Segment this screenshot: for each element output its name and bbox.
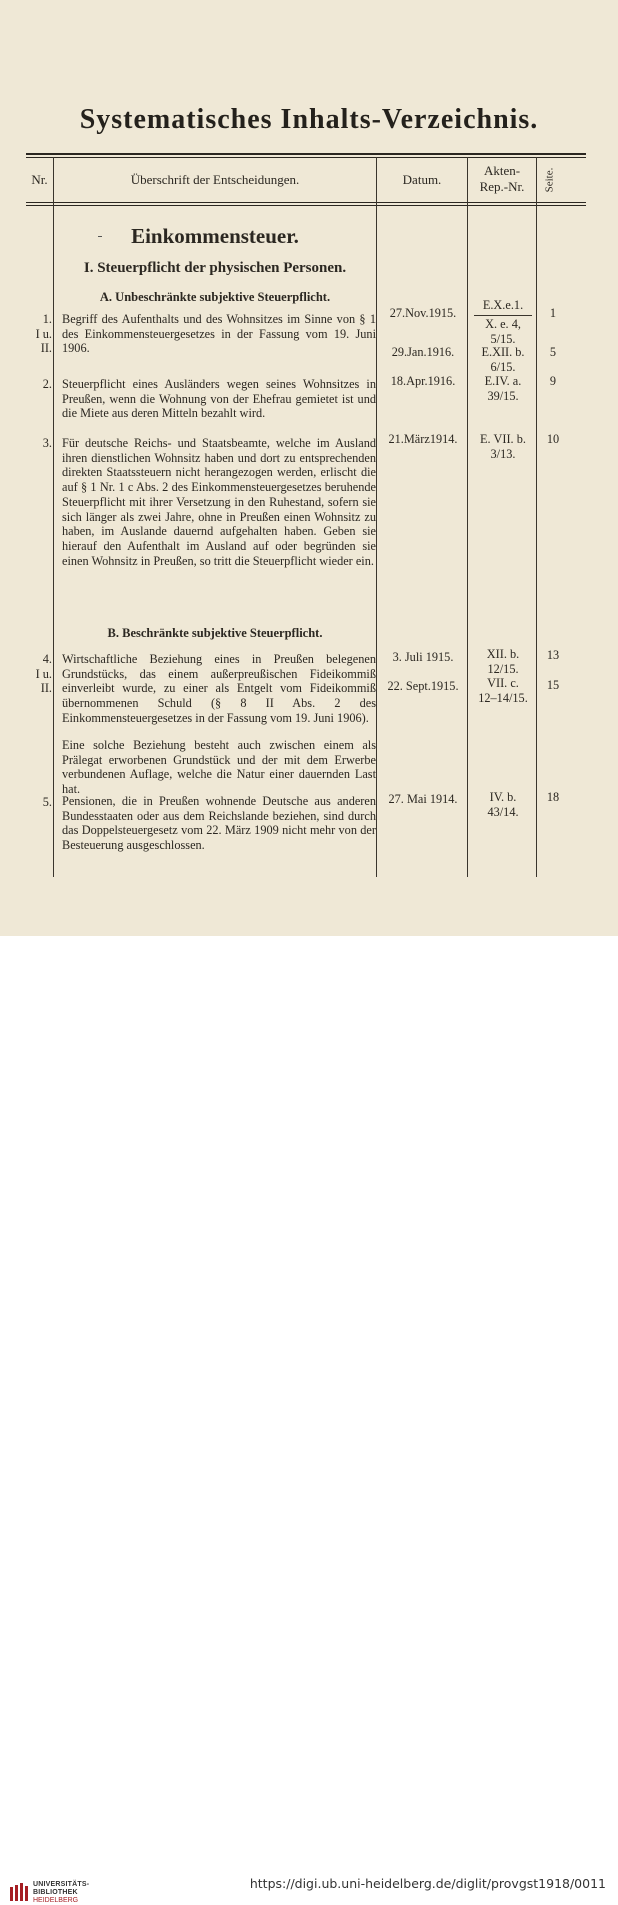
entry-4-rep-1: XII. b. 12/15. (486, 647, 520, 676)
section-title: Einkommensteuer. (131, 224, 299, 248)
entry-4-nr: 4. I u. II. (35, 652, 52, 696)
entry-1-seite-2: 5 (549, 345, 557, 359)
header-datum: Datum. (402, 172, 442, 187)
entry-5-text: Pensionen, die in Preußen wohnende Deutsche aus anderen Bundesstaaten oder aus dem Reichslande beziehen, sind durch das Doppelsteuergesetz vom 22. März 1909 nicht mehr von der Besteuerung ausgeschlossen. (62, 794, 376, 853)
table-top-rule (26, 153, 586, 155)
entry-5-rep: IV. b. 43/14. (487, 790, 519, 819)
entry-4-text-2: Eine solche Beziehung besteht auch zwischen einem als Prälegat erworbenen Grundstück und der mit dem Erwerbe verbundenen Auflage, welche die Natur einer dauernden Last hat. (62, 738, 376, 797)
header-rule-thin (26, 205, 586, 206)
entry-1-date-1: 27.Nov.1915. (389, 306, 457, 320)
entry-3-rep: E. VII. b. 3/13. (480, 432, 526, 461)
entry-3-nr: 3. (42, 436, 52, 450)
entry-2-date: 18.Apr.1916. (390, 374, 456, 388)
entry-2-text: Steuerpflicht eines Ausländers wegen seines Wohnsitzes in Preußen, wenn die Wohnung von der Ehefrau gemietet ist und die Miete aus deren Mitteln bezahlt wird. (62, 377, 376, 421)
header-rule (26, 202, 586, 203)
entry-2-nr: 2. (42, 377, 52, 391)
page-title: Systematisches Inhalts-Verzeichnis. (79, 104, 539, 135)
entry-5-seite: 18 (546, 790, 560, 804)
entry-1-rep-1a: E.X.e.1. (482, 298, 524, 312)
entry-1-rep-2: E.XII. b. 6/15. (481, 345, 525, 374)
permalink-url[interactable]: https://digi.ub.uni-heidelberg.de/diglit/provgst1918/0011 (249, 1876, 606, 1891)
subsection-title: I. Steuerpflicht der physischen Personen. (83, 260, 347, 276)
subsection-a-title: A. Unbeschränkte subjektive Steuerpflicht. (99, 290, 331, 304)
document-page (0, 0, 618, 936)
entry-4-text: Wirtschaftliche Beziehung eines in Preußen belegenen Grundstücks, das einem außerpreußischen Fideikommiß einverleibt wurde, zu einer als Entgelt vom Fideikommiß übernommenen Schuld (§ 8 II Abs. 2 des Einkommensteuergesetzes in der Fassung vom 19. Juni 1906). (62, 652, 376, 725)
entry-4-seite-1: 13 (546, 648, 560, 662)
entry-4-date-2: 22. Sept.1915. (387, 679, 459, 693)
header-akten-rep: Akten- Rep.-Nr. (479, 163, 525, 194)
entry-4-date-1: 3. Juli 1915. (392, 650, 454, 664)
entry-4-seite-2: 15 (546, 678, 560, 692)
header-seite: Seite. (543, 167, 555, 193)
col-divider-text (376, 157, 377, 877)
col-divider-rep (536, 157, 537, 877)
entry-1-seite-1: 1 (549, 306, 557, 320)
header-ueberschrift: Überschrift der Entscheidungen. (130, 172, 300, 187)
entry-1-rep-rule (474, 315, 532, 316)
entry-3-seite: 10 (546, 432, 560, 446)
entry-1-text: Begriff des Aufenthalts und des Wohnsitzes im Sinne von § 1 des Einkommensteuergesetzes in der Fassung vom 19. Juni 1906. (62, 312, 376, 356)
entry-3-date: 21.März1914. (388, 432, 458, 446)
viewer-footer (0, 936, 618, 1904)
university-library-logo-icon (10, 1883, 28, 1903)
entry-1-date-2: 29.Jan.1916. (391, 345, 455, 359)
header-nr: Nr. (31, 172, 48, 187)
library-logo-text: UNIVERSITÄTS- BIBLIOTHEK HEIDELBERG (33, 1881, 90, 1904)
col-divider-date (467, 157, 468, 877)
entry-4-rep-2: VII. c. 12–14/15. (478, 676, 528, 705)
entry-2-seite: 9 (549, 374, 557, 388)
table-top-rule-thin (26, 157, 586, 158)
entry-1-rep-1b: X. e. 4, 5/15. (485, 317, 521, 346)
entry-1-nr: 1. I u. II. (35, 312, 52, 356)
entry-5-nr: 5. (42, 795, 52, 809)
entry-3-text: Für deutsche Reichs- und Staatsbeamte, welche im Ausland ihren dienstlichen Wohnsitz haben und dort zu entsprechenden direkten Staatssteuern nicht herangezogen werden, erlischt die auf § 1 Nr. 1 c Abs. 2 des Einkommensteuergesetzes beruhende Steuerpflicht mit ihrer Versetzung in den Ruhestand, sofern sie sich länger als zwei Jahre, ohne in Preußen einen Wohnsitz zu haben, im Auslande dauernd aufgehalten haben. Geben sie hierauf den Aufenthalt im Ausland auf oder begründen sie einen Wohnsitz in Preußen, so tritt die Steuerpflicht wieder ein. (62, 436, 376, 568)
entry-2-rep: E.IV. a. 39/15. (484, 374, 522, 403)
subsection-b-title: B. Beschränkte subjektive Steuerpflicht. (107, 626, 323, 640)
entry-5-date: 27. Mai 1914. (388, 792, 458, 806)
